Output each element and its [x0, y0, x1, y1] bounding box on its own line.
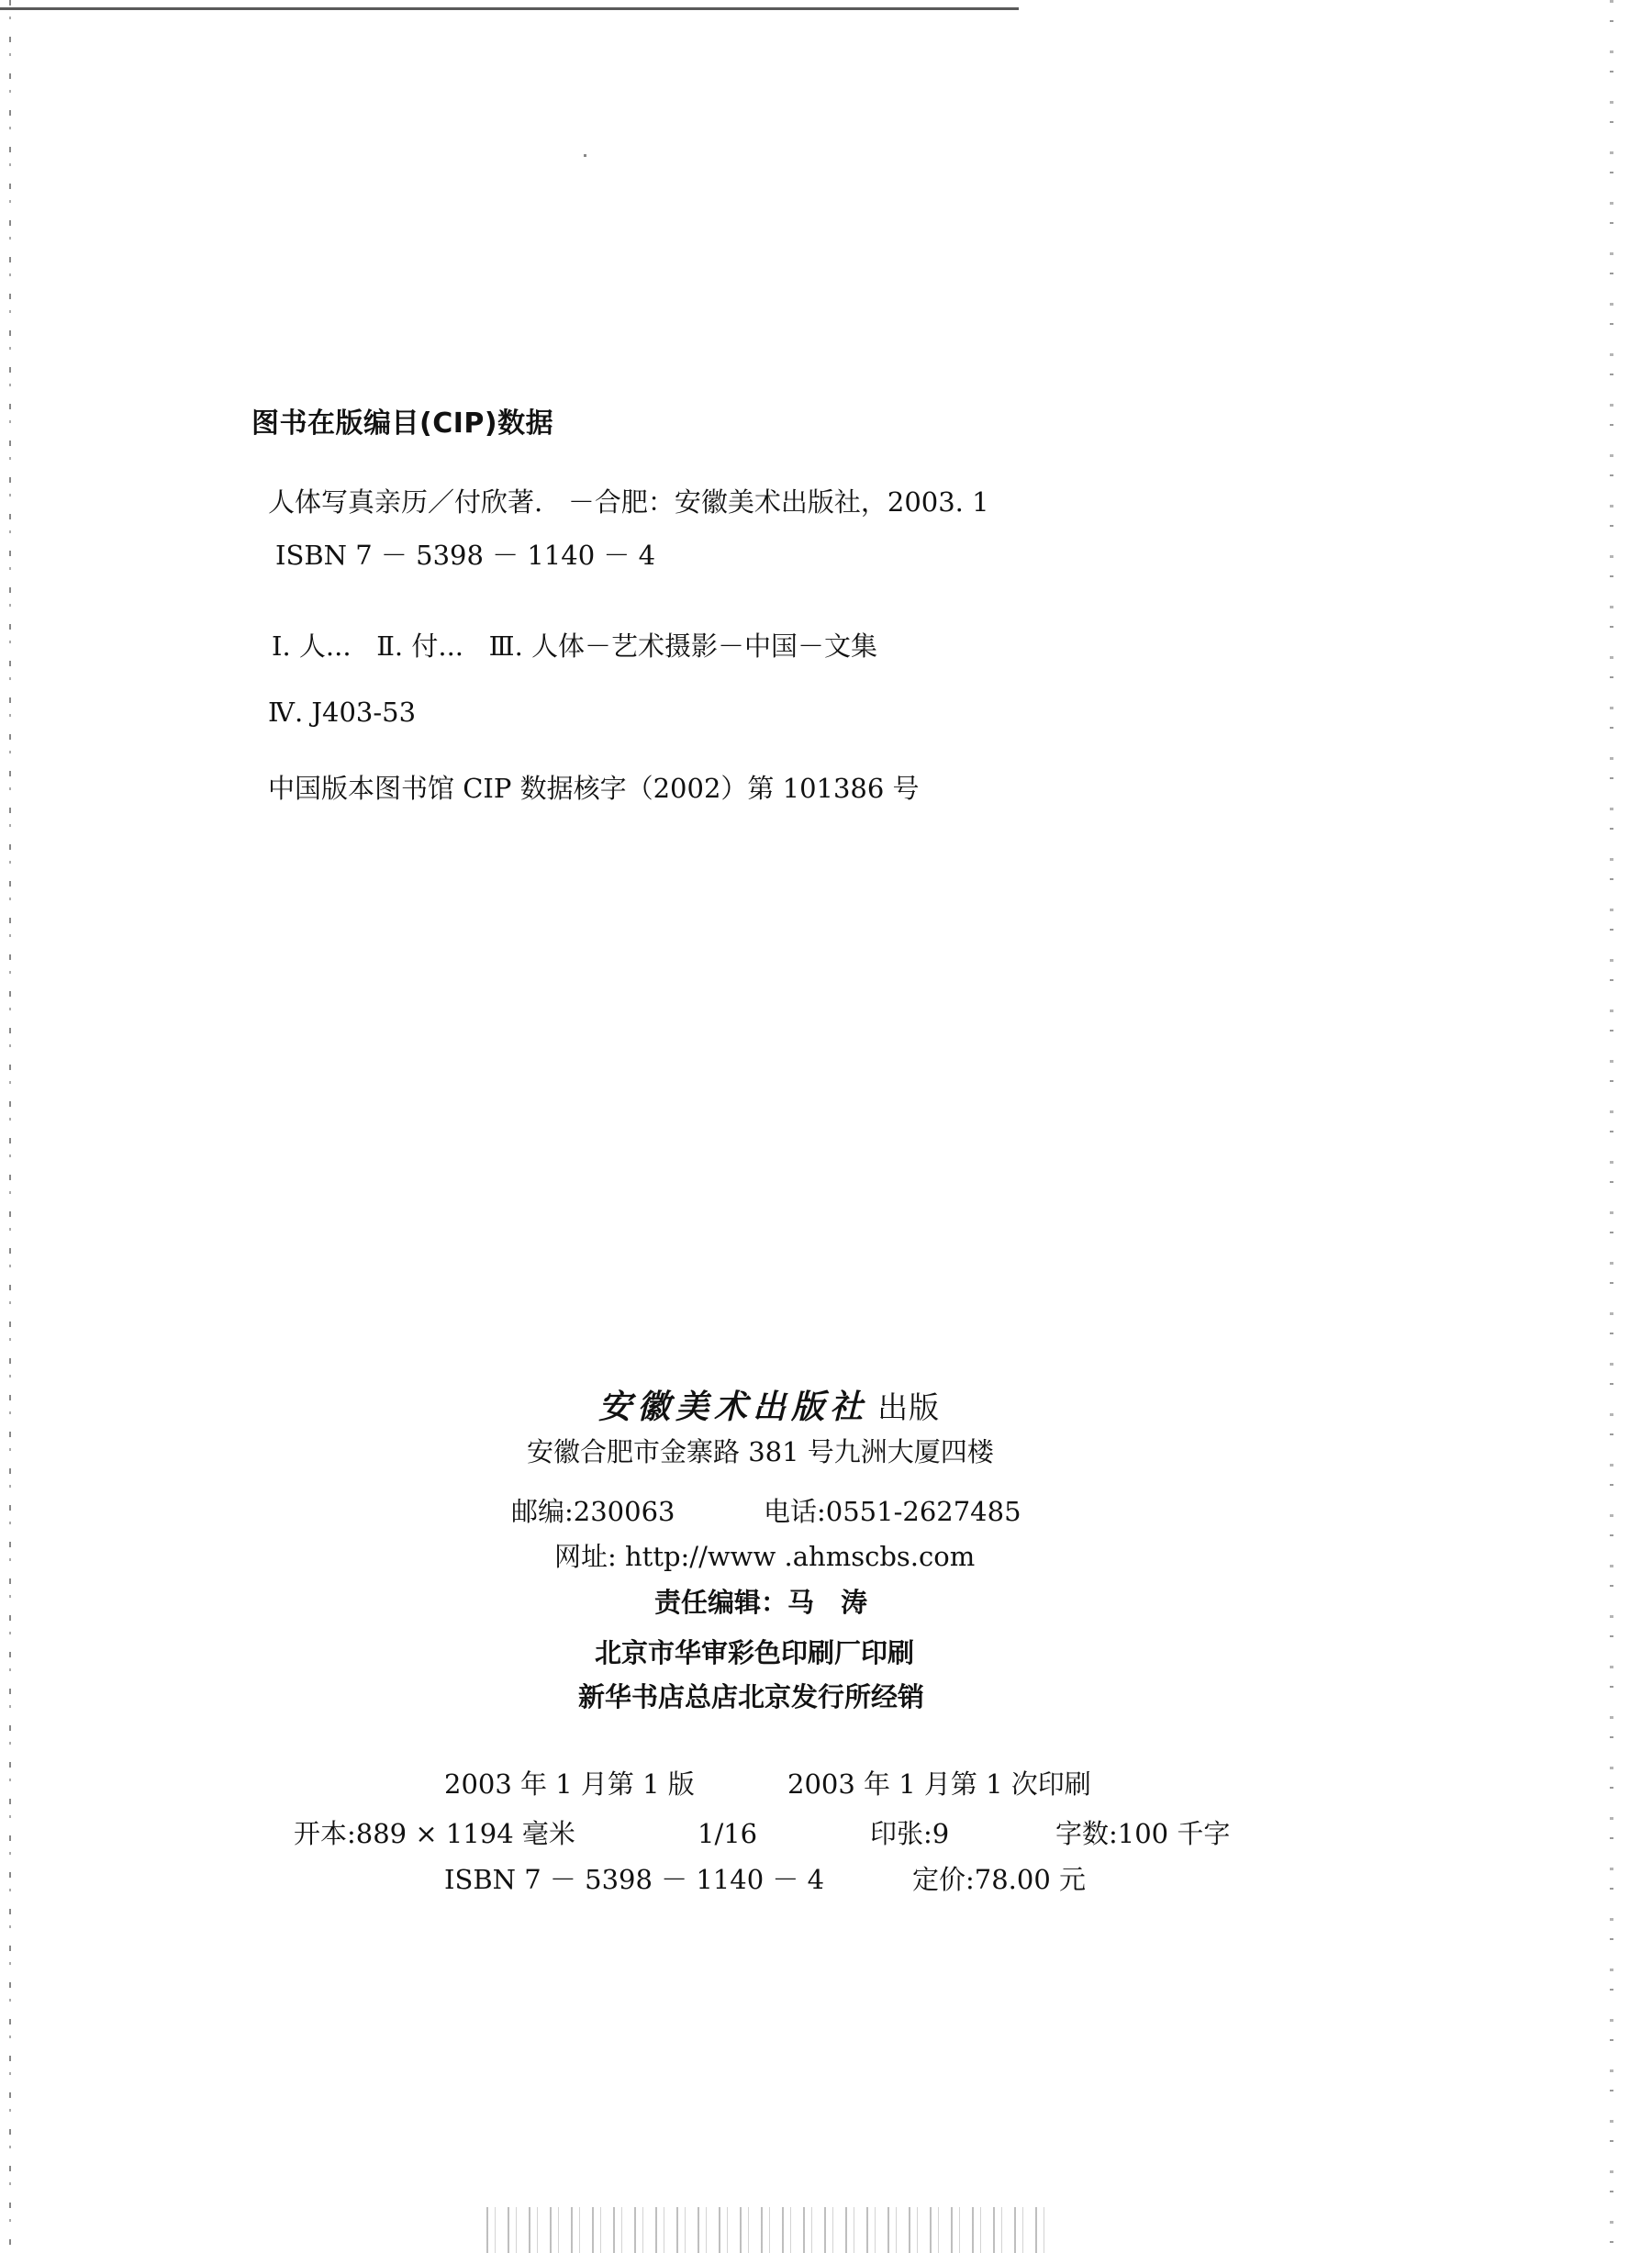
distributor-line: 新华书店总店北京发行所经销: [578, 1681, 925, 1712]
cip-record-line: 中国版本图书馆 CIP 数据核字（2002）第 101386 号: [268, 773, 920, 804]
price-line: 定价:78.00 元: [912, 1864, 1087, 1895]
scan-left-edge: [9, 0, 11, 2253]
printing-line: 2003 年 1 月第 1 次印刷: [787, 1768, 1091, 1800]
word-count-line: 字数:100 千字: [1055, 1818, 1231, 1849]
publisher-logo-text: 安徽美术出版社: [598, 1388, 869, 1426]
publisher-website: 网址: http://www .ahmscbs.com: [554, 1541, 976, 1572]
imprint-isbn-line: ISBN 7 － 5398 － 1140 － 4: [444, 1864, 825, 1895]
publisher-phone: 电话:0551-2627485: [764, 1496, 1021, 1527]
publisher-postcode: 邮编:230063: [511, 1496, 675, 1527]
fold-line: 1/16: [698, 1818, 758, 1849]
cip-classification-line: Ⅰ. 人... Ⅱ. 付... Ⅲ. 人体－艺术摄影－中国－文集: [272, 630, 878, 662]
cip-heading: 图书在版编目(CIP)数据: [251, 407, 554, 440]
publisher-address: 安徽合肥市金寨路 381 号九洲大厦四楼: [527, 1436, 994, 1467]
edition-line: 2003 年 1 月第 1 版: [444, 1768, 695, 1800]
printer-line: 北京市华审彩色印刷厂印刷: [595, 1637, 915, 1668]
publisher-logo-suffix: 出版: [877, 1389, 941, 1425]
format-line: 开本:889 × 1194 毫米: [294, 1818, 575, 1849]
cip-isbn-line: ISBN 7 － 5398 － 1140 － 4: [275, 540, 656, 571]
sheets-line: 印张:9: [870, 1818, 950, 1849]
scan-bottom-noise: [486, 2207, 1055, 2253]
scan-speck: [584, 154, 586, 157]
cip-subject-line: Ⅳ. J403-53: [268, 697, 417, 728]
cip-title-line: 人体写真亲历／付欣著. －合肥：安徽美术出版社，2003. 1: [268, 486, 989, 518]
responsible-editor: 责任编辑：马 涛: [654, 1587, 868, 1618]
scan-right-edge: [1610, 0, 1613, 2253]
scan-top-rule: [0, 7, 1019, 10]
